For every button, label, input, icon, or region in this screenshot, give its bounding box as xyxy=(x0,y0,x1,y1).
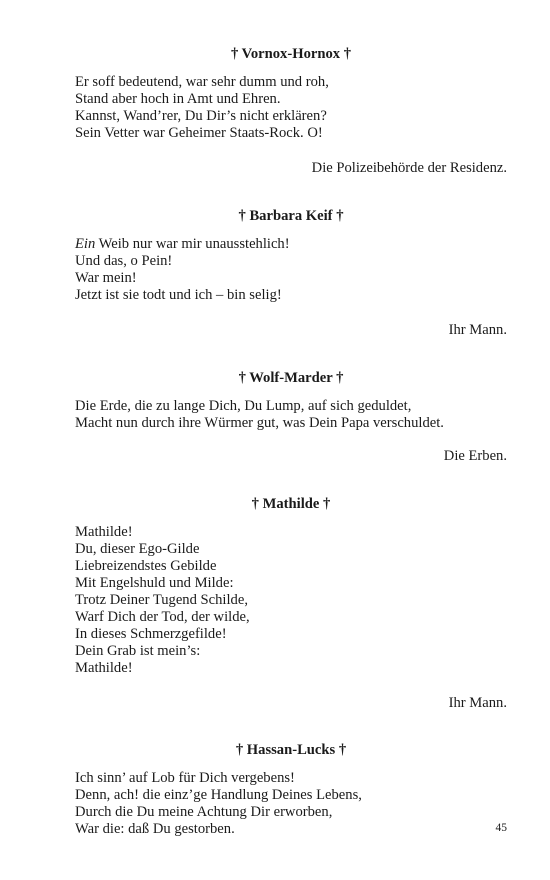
epitaph-verse xyxy=(75,770,507,838)
epitaph-title-text: Barbara Keif xyxy=(249,208,333,224)
epitaph-title xyxy=(75,496,507,513)
page-number: 45 xyxy=(495,822,507,834)
epitaph-wolf-marder xyxy=(75,370,507,465)
verse-line: Macht nun durch ihre Würmer gut, was Dein Papa verschuldet. xyxy=(75,415,444,431)
epitaph-barbara-keif xyxy=(75,208,507,339)
cross-icon: † xyxy=(251,496,259,512)
epitaph-title xyxy=(75,208,507,225)
verse-line xyxy=(75,236,507,253)
verse-line: In dieses Schmerzgefilde! xyxy=(75,626,227,642)
verse-line: Durch die Du meine Achtung Dir erworben, xyxy=(75,804,333,820)
epitaph-vornox-hornox xyxy=(75,46,507,177)
verse-line: Warf Dich der Tod, der wilde, xyxy=(75,609,250,625)
verse-line: Mathilde! xyxy=(75,660,133,676)
verse-line-rest: Weib nur war mir unausstehlich! xyxy=(95,236,290,252)
epitaph-title xyxy=(75,46,507,63)
epitaph-verse xyxy=(75,236,507,304)
verse-line: War mein! xyxy=(75,270,137,286)
epitaph-hassan-lucks xyxy=(75,742,507,838)
epitaph-title-text: Mathilde xyxy=(262,496,320,512)
epitaph-verse xyxy=(75,524,507,677)
verse-line: Mit Engelshuld und Milde: xyxy=(75,575,234,591)
cross-icon: † xyxy=(230,46,239,62)
verse-line: Ich sinn’ auf Lob für Dich vergebens! xyxy=(75,770,295,786)
cross-icon: † xyxy=(336,208,344,224)
epitaph-verse xyxy=(75,74,507,142)
cross-icon: † xyxy=(238,370,246,386)
verse-line: Er soff bedeutend, war sehr dumm und roh, xyxy=(75,74,329,90)
italic-word: Ein xyxy=(75,236,96,252)
epitaph-signature: Ihr Mann. xyxy=(448,695,507,711)
epitaph-verse xyxy=(75,398,507,432)
cross-icon: † xyxy=(238,208,246,224)
verse-line: Kannst, Wand’rer, Du Dir’s nicht erklären? xyxy=(75,108,327,124)
verse-line: Trotz Deiner Tugend Schilde, xyxy=(75,592,248,608)
epitaph-signature: Die Polizeibehörde der Residenz. xyxy=(311,160,507,176)
verse-line: Liebreizendstes Gebilde xyxy=(75,558,217,574)
epitaph-signature: Die Erben. xyxy=(443,448,507,464)
epitaph-title xyxy=(75,370,507,387)
verse-line: Stand aber hoch in Amt und Ehren. xyxy=(75,91,281,107)
verse-line: Die Erde, die zu lange Dich, Du Lump, auf sich geduldet, xyxy=(75,398,412,414)
epitaph-title-text: Hassan-Lucks xyxy=(246,742,336,758)
cross-icon: † xyxy=(338,742,347,758)
verse-line: Jetzt ist sie todt und ich – bin selig! xyxy=(75,287,282,303)
verse-line: War die: daß Du gestorben. xyxy=(75,821,235,837)
cross-icon: † xyxy=(343,46,352,62)
cross-icon: † xyxy=(235,742,244,758)
epitaph-title-text: Vornox-Hornox xyxy=(241,46,341,62)
cross-icon: † xyxy=(323,496,331,512)
verse-line: Dein Grab ist mein’s: xyxy=(75,643,201,659)
verse-line: Und das, o Pein! xyxy=(75,253,173,269)
epitaph-signature: Ihr Mann. xyxy=(448,322,507,338)
epitaph-title xyxy=(75,742,507,759)
verse-line: Du, dieser Ego-Gilde xyxy=(75,541,200,557)
epitaph-mathilde xyxy=(75,496,507,712)
page-content xyxy=(75,46,507,838)
verse-line: Denn, ach! die einz’ge Handlung Deines Lebens, xyxy=(75,787,362,803)
epitaph-title-text: Wolf-Marder xyxy=(249,370,333,386)
verse-line: Mathilde! xyxy=(75,524,133,540)
cross-icon: † xyxy=(336,370,344,386)
verse-line: Sein Vetter war Geheimer Staats-Rock. O! xyxy=(75,125,323,141)
